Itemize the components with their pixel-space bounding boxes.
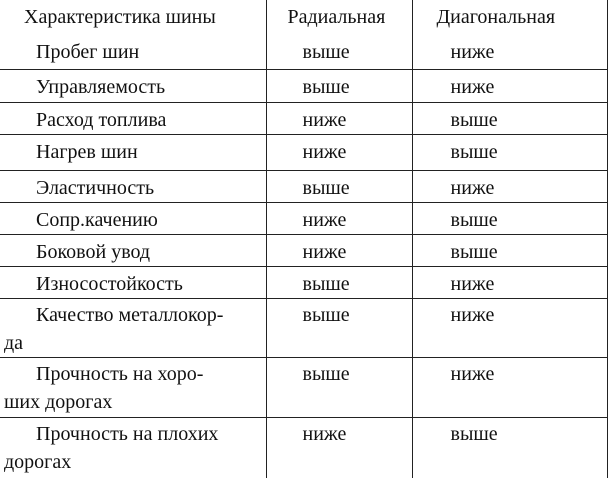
characteristic-label-continued: ших дорогах [4,390,113,413]
diagonal-cell: ниже [412,298,607,357]
characteristic-label: Качество металлокор- [36,303,224,326]
characteristic-label: Управляемость [36,75,166,98]
diagonal-cell: ниже [412,69,607,102]
table-row [0,234,607,266]
table-row [0,170,607,202]
table-header-row [0,0,607,35]
radial-cell: ниже [266,417,412,478]
characteristic-label: Нагрев шин [36,140,138,163]
radial-cell: ниже [266,102,412,134]
radial-cell: ниже [266,202,412,234]
diagonal-cell: выше [412,102,607,134]
table-row [0,35,607,69]
diagonal-cell: выше [412,134,607,170]
characteristic-cell [0,170,266,202]
diagonal-cell: выше [412,202,607,234]
characteristic-cell [0,234,266,266]
table-row [0,69,607,102]
characteristic-cell [0,35,266,69]
characteristic-label-continued: дорогах [4,450,72,473]
characteristic-cell [0,357,266,417]
characteristic-label: Износостойкость [36,272,183,295]
characteristic-label: Эластичность [36,176,155,199]
radial-cell: ниже [266,134,412,170]
characteristic-cell [0,102,266,134]
characteristic-label: Прочность на плохих [36,422,219,445]
radial-cell: выше [266,266,412,298]
header-characteristic: Характеристика шины [0,0,266,35]
table-row [0,134,607,170]
table-row [0,357,607,417]
diagonal-cell: ниже [412,170,607,202]
table-row [0,102,607,134]
characteristic-label: Боковой увод [36,240,151,263]
table-row [0,417,607,478]
radial-cell: выше [266,69,412,102]
table-row [0,298,607,357]
diagonal-cell: выше [412,234,607,266]
radial-cell: выше [266,298,412,357]
characteristic-cell [0,202,266,234]
radial-cell: ниже [266,234,412,266]
diagonal-cell: выше [412,417,607,478]
characteristic-label: Сопр.качению [36,208,158,231]
header-radial: Радиальная [266,0,412,35]
header-diagonal: Диагональная [412,0,607,35]
characteristic-label-continued: да [4,331,24,354]
characteristic-cell [0,134,266,170]
characteristic-cell [0,417,266,478]
characteristic-cell [0,298,266,357]
characteristic-cell [0,69,266,102]
characteristic-cell [0,266,266,298]
radial-cell: выше [266,170,412,202]
characteristic-label: Прочность на хоро- [36,362,204,385]
radial-cell: выше [266,35,412,69]
characteristic-label: Пробег шин [36,41,140,63]
table-row [0,266,607,298]
characteristic-label: Расход топлива [36,108,167,131]
radial-cell: выше [266,357,412,417]
table-row [0,202,607,234]
diagonal-cell: ниже [412,357,607,417]
diagonal-cell: ниже [412,266,607,298]
diagonal-cell: ниже [412,35,607,69]
